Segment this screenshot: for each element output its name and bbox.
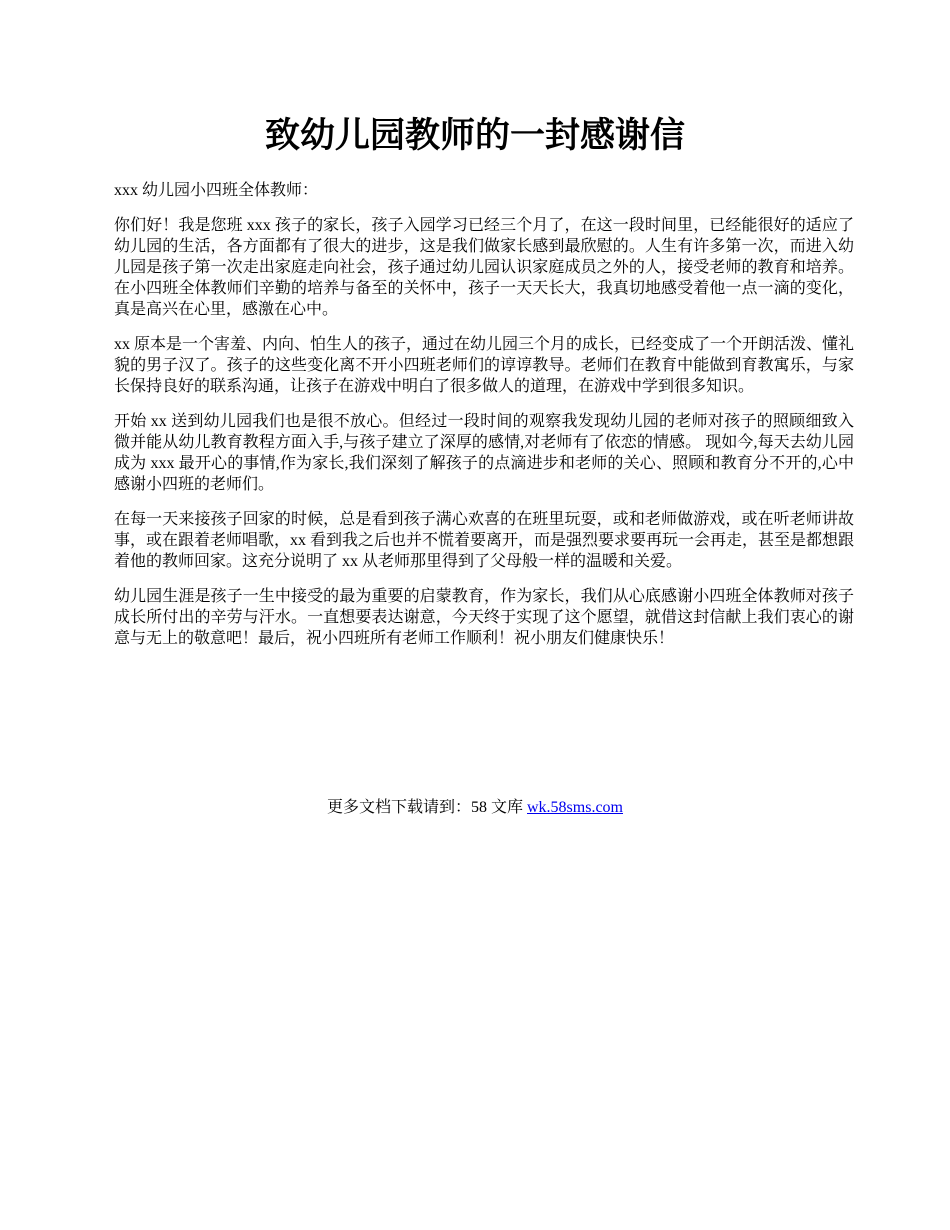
footer (0, 797, 950, 818)
paragraph-2: xx 原本是一个害羞、内向、怕生人的孩子，通过在幼儿园三个月的成长，已经变成了一个开朗活泼、懂礼貌的男子汉了。孩子的这些变化离不开小四班老师们的谆谆教导。老师们在教育中能做到育教寓乐，与家长保持良好的联系沟通，让孩子在游戏中明白了很多做人的道理，在游戏中学到很多知识。 (114, 336, 855, 395)
paragraph-1: 你们好！我是您班 xxx 孩子的家长，孩子入园学习已经三个月了，在这一段时间里，已经能很好的适应了幼儿园的生活，各方面都有了很大的进步，这是我们做家长感到最欣慰的。人生有许多第一次，而进入幼儿园是孩子第一次走出家庭走向社会，孩子通过幼儿园认识家庭成员之外的人，接受老师的教育和培养。在小四班全体教师们辛勤的培养与备至的关怀中，孩子一天天长大，我真切地感受着他一点一滴的变化，真是高兴在心里，感激在心中。 (114, 217, 854, 318)
letter-body (114, 180, 854, 663)
footer-text: 更多文档下载请到：58 文库 (326, 799, 527, 816)
paragraph-3: 开始 xx 送到幼儿园我们也是很不放心。但经过一段时间的观察我发现幼儿园的老师对孩子的照顾细致入微并能从幼儿教育教程方面入手,与孩子建立了深厚的感情,对老师有了依恋的情感。 现如今,每天去幼儿园成为 xxx 最开心的事情,作为家长,我们深刻了解孩子的点滴进步和老师的关心、照顾和教育分不开的,心中感谢小四班的老师们。 (114, 413, 854, 493)
salutation: xxx 幼儿园小四班全体教师： (114, 182, 319, 199)
paragraph-4: 在每一天来接孩子回家的时候，总是看到孩子满心欢喜的在班里玩耍，或和老师做游戏，或在听老师讲故事，或在跟着老师唱歌，xx 看到我之后也并不慌着要离开，而是强烈要求要再玩一会再走，甚至是都想跟着他的教师回家。这充分说明了 xx 从老师那里得到了父母般一样的温暖和关爱。 (114, 511, 855, 570)
footer-link[interactable]: wk.58sms.com (527, 799, 623, 816)
document-title: 致幼儿园教师的一封感谢信 (264, 116, 685, 155)
paragraph-5: 幼儿园生涯是孩子一生中接受的最为重要的启蒙教育，作为家长，我们从心底感谢小四班全体教师对孩子成长所付出的辛劳与汗水。一直想要表达谢意，今天终于实现了这个愿望，就借这封信献上我们衷心的谢意与无上的敬意吧！最后，祝小四班所有老师工作顺利！祝小朋友们健康快乐！ (114, 588, 854, 647)
